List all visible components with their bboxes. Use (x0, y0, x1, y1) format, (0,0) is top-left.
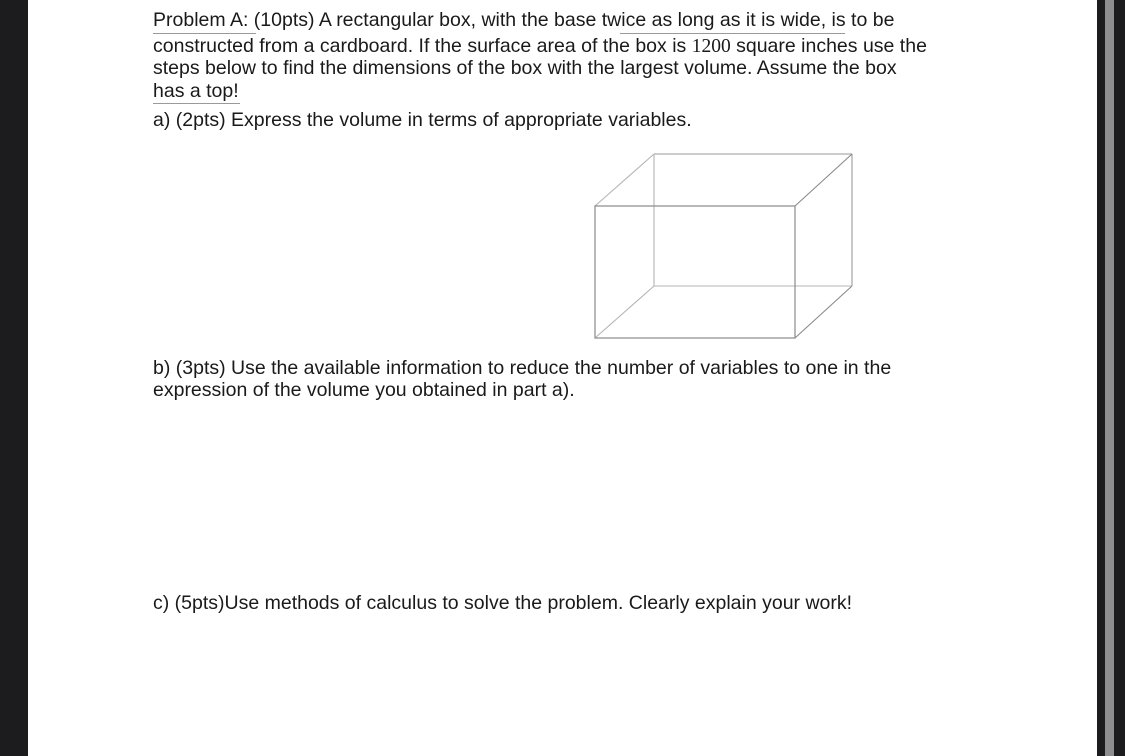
part-c-question: c) (5pts)Use methods of calculus to solve the problem. Clearly explain your work! (153, 592, 853, 614)
problem-line-4-end: ! (233, 80, 239, 102)
top-right-depth-edge (795, 154, 852, 206)
scrollbar-thumb[interactable] (1105, 0, 1114, 756)
base-ratio-phrase: twice as long as it is wide (601, 9, 821, 31)
surface-area-value: 1200 (691, 36, 731, 57)
part-a-question: a) (2pts) Express the volume in terms of appropriate variables. (153, 109, 692, 131)
bottom-right-depth-edge (795, 286, 852, 338)
problem-line-2-end: square inches use the (730, 35, 927, 57)
has-top-underline (153, 103, 240, 104)
problem-line-1-end: , is to be (820, 9, 895, 31)
problem-line-4 (153, 80, 239, 103)
bottom-left-hidden-depth-edge (595, 286, 654, 338)
problem-label-underline (153, 33, 256, 34)
part-b-question-line-1: b) (3pts) Use the available information to reduce the number of variables to one in the (153, 357, 892, 379)
has-top-phrase: has a top (153, 80, 234, 102)
part-b-question-line-2: expression of the volume you obtained in part a). (153, 379, 575, 401)
box-diagram (592, 152, 856, 342)
problem-line-2 (153, 35, 927, 58)
front-face (595, 206, 795, 338)
top-left-depth-edge (595, 154, 654, 206)
problem-line-1 (153, 9, 894, 32)
problem-line-2-start: constructed from a cardboard. If the surface area of the box is (153, 35, 692, 57)
problem-intro-text: (10pts) A rectangular box, with the base (248, 9, 602, 31)
problem-label: Problem A: (153, 9, 249, 31)
problem-line-3: steps below to find the dimensions of the box with the largest volume. Assume the box (153, 57, 897, 79)
base-ratio-underline (620, 33, 845, 34)
